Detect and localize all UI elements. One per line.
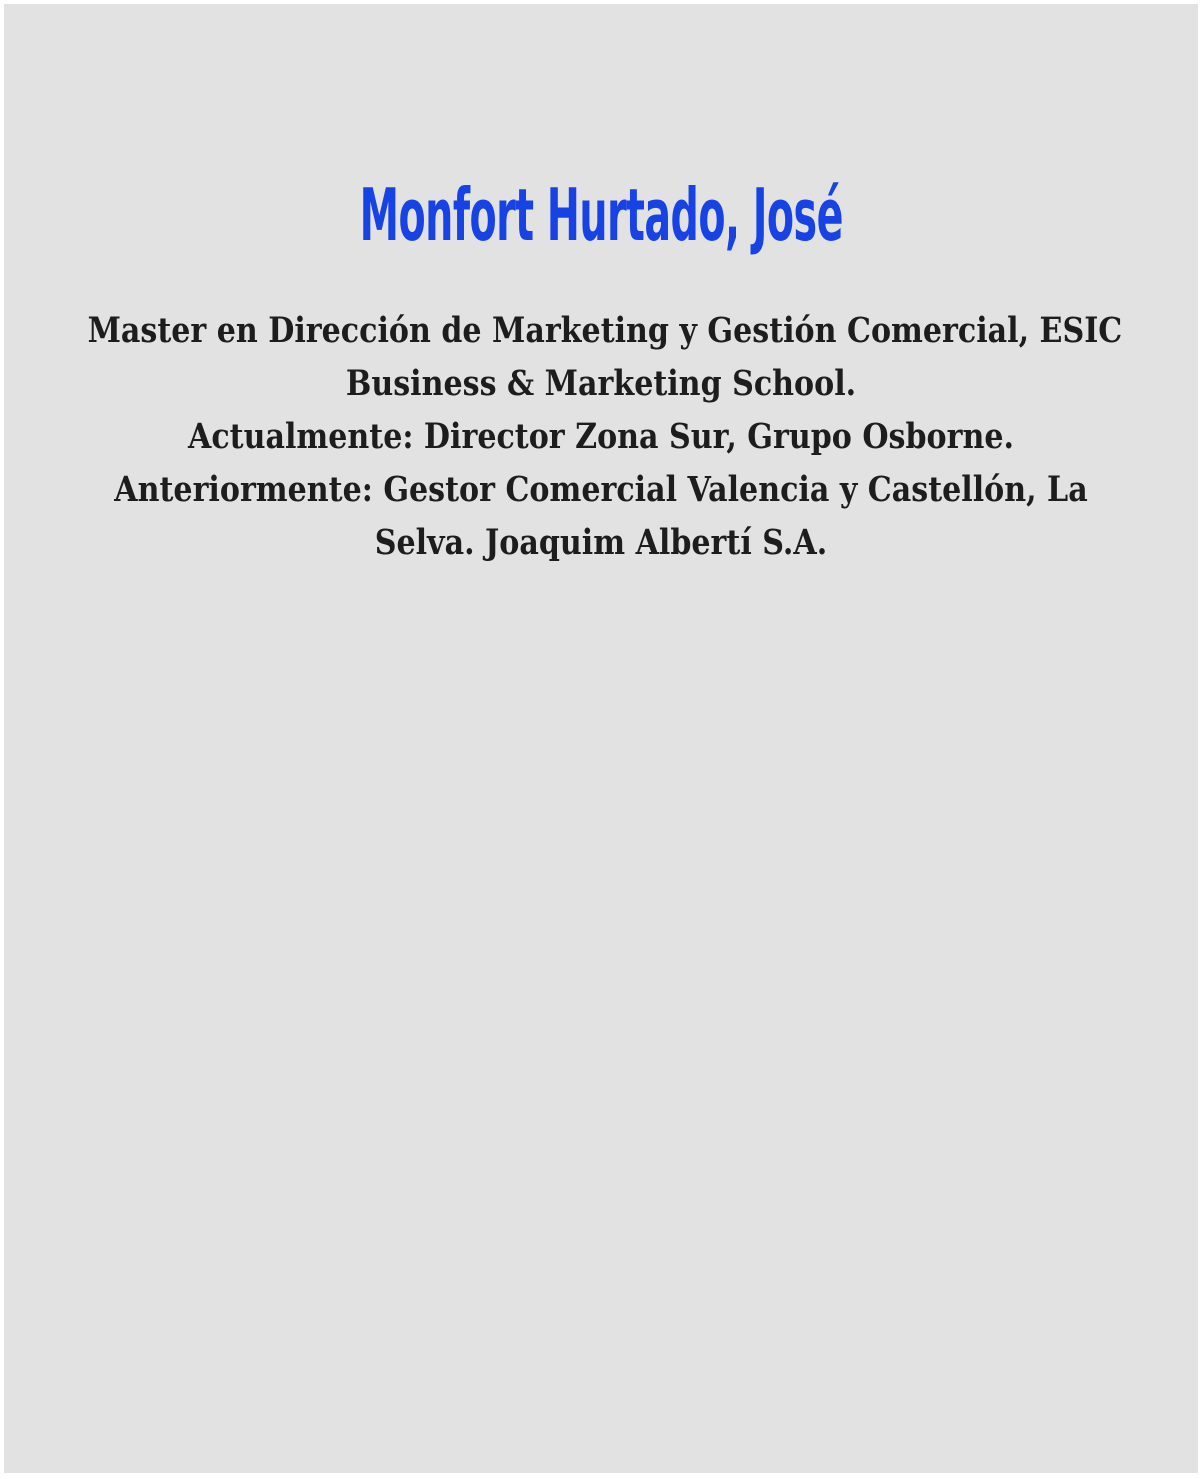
page-title — [4, 173, 1198, 257]
bio-line: Selva. Joaquim Albertí S.A. — [374, 522, 828, 563]
page-title-text: Monfort Hurtado, José — [359, 173, 843, 257]
bio-page — [4, 4, 1198, 1473]
bio-text-block — [87, 304, 1123, 569]
bio-line: Anteriormente: Gestor Comercial Valencia y Castellón, La — [114, 469, 1088, 510]
bio-line: Actualmente: Director Zona Sur, Grupo Osborne. — [187, 416, 1015, 457]
bio-line: Master en Dirección de Marketing y Gestión Comercial, ESIC — [87, 310, 1123, 351]
bio-line: Business & Marketing School. — [345, 363, 857, 404]
